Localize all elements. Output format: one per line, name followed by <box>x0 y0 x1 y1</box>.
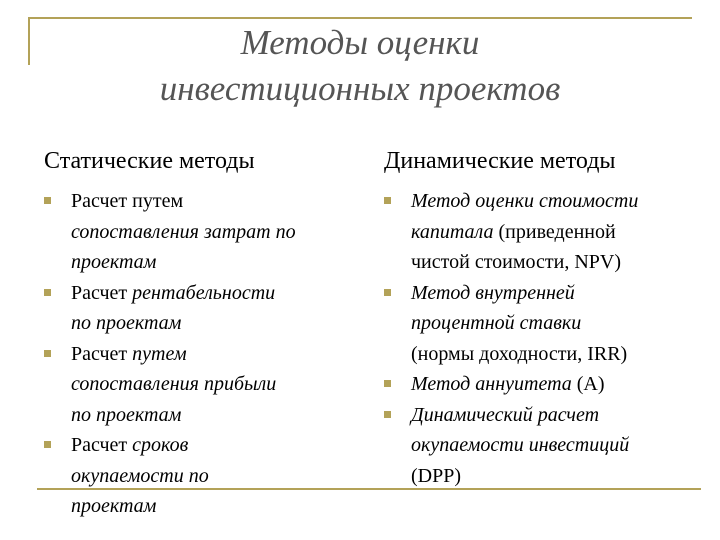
dynamic-method-item-text: Метод внутренней <box>411 281 575 304</box>
static-method-item-line <box>71 491 344 522</box>
dynamic-methods-heading: Динамические методы <box>384 148 616 174</box>
static-method-item-line <box>71 247 344 278</box>
static-method-item-text: сроков <box>132 434 189 456</box>
dynamic-method-item-text: процентной ставки <box>411 312 582 334</box>
dynamic-method-item-text: Метод аннуитета <box>411 373 572 395</box>
square-bullet-icon <box>384 289 391 296</box>
dynamic-method-item-text: окупаемости инвестиций <box>411 434 630 456</box>
dynamic-method-item-text: (приведенной <box>493 220 616 243</box>
static-methods-heading: Статические методы <box>44 148 255 174</box>
square-bullet-icon <box>384 380 391 387</box>
static-method-item-text: Расчет <box>71 342 133 365</box>
static-method-item <box>44 430 344 522</box>
dynamic-method-item-line <box>411 339 704 370</box>
static-method-item-text: рентабельности <box>132 281 276 304</box>
static-method-item-line <box>71 430 344 461</box>
dynamic-method-item-text: (А) <box>571 373 605 395</box>
square-bullet-icon <box>44 197 51 204</box>
static-method-item-text: Расчет путем <box>71 190 184 212</box>
dynamic-method-item-line <box>411 186 704 217</box>
dynamic-method-item-line <box>411 278 704 309</box>
dynamic-method-item-line <box>411 430 704 461</box>
static-method-item-text: проектам <box>71 251 157 273</box>
static-method-item-line <box>71 308 344 339</box>
static-method-item-line <box>71 186 344 217</box>
dynamic-method-item-text: чистой стоимости, NPV) <box>411 251 622 273</box>
static-method-item-text: путем <box>132 342 187 365</box>
slide-title-line-2: инвестиционных проектов <box>159 69 561 108</box>
static-method-item-text: окупаемости по <box>71 464 209 487</box>
static-method-item <box>44 186 344 278</box>
static-methods-column <box>44 186 344 522</box>
static-method-item-text: Расчет <box>71 434 133 456</box>
square-bullet-icon <box>44 441 51 448</box>
dynamic-method-item-text: капитала <box>411 220 494 243</box>
static-method-item-text: сопоставления прибыли <box>71 373 277 395</box>
square-bullet-icon <box>384 411 391 418</box>
slide-title <box>0 20 720 112</box>
dynamic-method-item-line <box>411 461 704 492</box>
dynamic-method-item-text: (DPP) <box>411 464 462 487</box>
static-method-item-text: сопоставления затрат по <box>71 220 296 243</box>
static-methods-list <box>44 186 344 522</box>
static-method-item <box>44 339 344 431</box>
static-method-item-line <box>71 369 344 400</box>
square-bullet-icon <box>384 197 391 204</box>
dynamic-method-item-line <box>411 369 704 400</box>
static-method-item-text: проектам <box>71 495 157 517</box>
dynamic-method-item-line <box>411 247 704 278</box>
dynamic-method-item <box>384 400 704 492</box>
dynamic-methods-column <box>384 186 704 491</box>
static-method-item-line <box>71 400 344 431</box>
dynamic-method-item-text: Метод оценки стоимости <box>411 190 639 212</box>
static-method-item-line <box>71 278 344 309</box>
dynamic-method-item <box>384 278 704 370</box>
dynamic-methods-list <box>384 186 704 491</box>
static-method-item-line <box>71 339 344 370</box>
square-bullet-icon <box>44 350 51 357</box>
dynamic-method-item <box>384 369 704 400</box>
frame-top-rule <box>28 17 692 19</box>
dynamic-method-item-line <box>411 308 704 339</box>
dynamic-method-item-text: Динамический расчет <box>411 403 600 426</box>
static-method-item-line <box>71 217 344 248</box>
slide-title-line-1: Методы оценки <box>240 23 480 62</box>
dynamic-method-item-line <box>411 400 704 431</box>
static-method-item-text: Расчет <box>71 281 133 304</box>
dynamic-method-item-line <box>411 217 704 248</box>
dynamic-method-item <box>384 186 704 278</box>
static-method-item <box>44 278 344 339</box>
dynamic-method-item-text: (нормы доходности, IRR) <box>411 342 628 365</box>
static-method-item-text: по проектам <box>71 312 182 334</box>
static-method-item-line <box>71 461 344 492</box>
square-bullet-icon <box>44 289 51 296</box>
static-method-item-text: по проектам <box>71 403 182 426</box>
